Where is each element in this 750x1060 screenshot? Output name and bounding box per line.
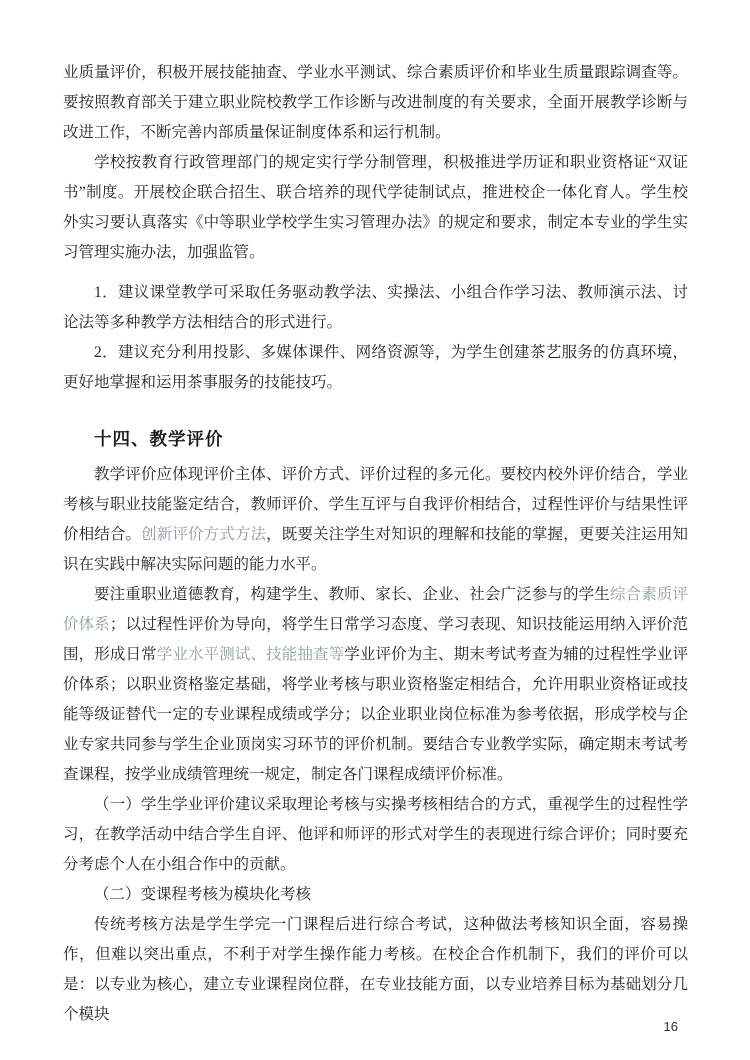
text-run: （一）学生学业评价建议采取理论考核与实操考核相结合的方式，重视学生的过程性学习，在教学活动中结合学生自评、他评和师评的形式对学生的表现进行综合评价；同时要充分考虑个人在小组合作中的贡献。 bbox=[63, 796, 688, 873]
text-run: 传统考核方法是学生学完一门课程后进行综合考试，这种做法考核知识全面，容易操作，但难以突出重点，不利于对学生操作能力考核。在校企合作机制下，我们的评价可以是：以专业为核心，建立专业课程岗位群，在专业技能方面，以专业培养目标为基础划分几个模块 bbox=[63, 916, 688, 1023]
text-run: （二）变课程考核为模块化考核 bbox=[94, 886, 312, 903]
section-heading bbox=[63, 424, 688, 454]
text-run: ；以过程性评价为导向，将学生日常学习态度、学习表现、知识技能运用纳入评价范围，形成日常 bbox=[63, 616, 688, 663]
text-run: 学校按教育行政管理部门的规定实行学分制管理，积极推进学历证和职业资格证“双证书”制度。开展校企联合招生、联合培养的现代学徒制试点，推进校企一体化育人。学生校外实习要认真落实《中等职业学校学生实习管理办法》的规定和要求，制定本专业的学生实习管理实施办法，加强监管。 bbox=[63, 154, 688, 261]
paragraph bbox=[63, 910, 688, 1030]
paragraph bbox=[63, 790, 688, 880]
text-run: 要注重职业道德教育，构建学生、教师、家长、企业、社会广泛参与的学生 bbox=[94, 586, 610, 603]
text-run: 教学评价应体现评价主体、评价方式、评价过程的多元化。要校内校外评价结合，学业考核与职业技能鉴定结合，教师评价、学生互评与自我评价相结合，过程性评价与结果性评价相结合。 bbox=[63, 466, 688, 543]
text-run: 1．建议课堂教学可采取任务驱动教学法、实操法、小组合作学习法、教师演示法、讨论法等多种教学方法相结合的形式进行。 bbox=[63, 284, 688, 331]
text-run: 十四、教学评价 bbox=[94, 429, 224, 449]
text-run: 学业评价为主、期末考试考查为辅的过程性学业评价体系；以职业资格鉴定基础，将学业考核与职业资格鉴定相结合，允许用职业资格证或技能等级证替代一定的专业课程成绩或学分；以企业职业岗位标准为参考依据，形成学校与企业专家共同参与学生企业顶岗实习环节的评价机制。要结合专业教学实际，确定期末考试考查课程，按学业成绩管理统一规定，制定各门课程成绩评价标准。 bbox=[63, 646, 688, 783]
paragraph bbox=[63, 278, 688, 338]
paragraph bbox=[63, 58, 688, 148]
revision-highlighted-text: 创新评价方式方法 bbox=[141, 526, 267, 543]
paragraph bbox=[63, 338, 688, 398]
text-run: ，既要关注学生对知识的理解和技能的掌握，更要关注运用知识在实践中解决实际问题的能力水平。 bbox=[63, 526, 688, 573]
page-number: 16 bbox=[663, 1019, 678, 1034]
document-body bbox=[63, 58, 688, 1030]
text-run: 2．建议充分利用投影、多媒体课件、网络资源等，为学生创建茶艺服务的仿真环境，更好地掌握和运用茶事服务的技能技巧。 bbox=[63, 344, 688, 391]
revision-highlighted-text: 综合素质评价体系 bbox=[63, 586, 688, 633]
paragraph bbox=[63, 460, 688, 580]
paragraph bbox=[63, 148, 688, 268]
text-run: 业质量评价，积极开展技能抽查、学业水平测试、综合素质评价和毕业生质量跟踪调查等。要按照教育部关于建立职业院校教学工作诊断与改进制度的有关要求，全面开展教学诊断与改进工作，不断完善内部质量保证制度体系和运行机制。 bbox=[63, 64, 688, 141]
paragraph bbox=[63, 880, 688, 910]
revision-highlighted-text: 学业水平测试、技能抽查等 bbox=[156, 646, 345, 663]
paragraph bbox=[63, 580, 688, 790]
